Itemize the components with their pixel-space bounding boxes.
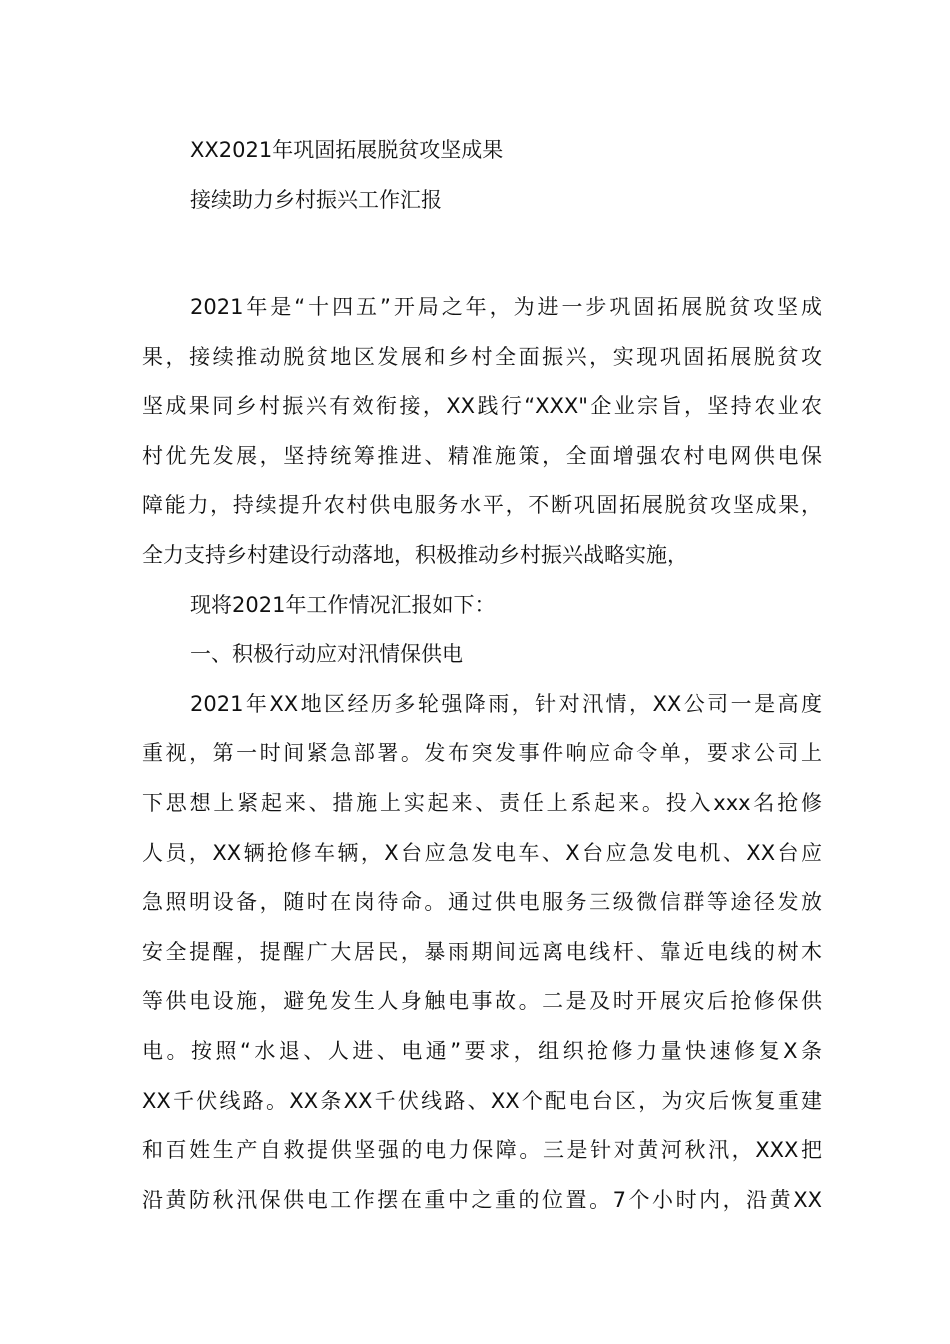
paragraph-line: 安全提醒，提醒广大居民，暴雨期间远离电线杆、靠近电线的树木 <box>142 939 822 964</box>
paragraph-line: 村优先发展，坚持统筹推进、精准施策，全面增强农村电网供电保 <box>142 443 822 468</box>
paragraph-line: 重视，第一时间紧急部署。发布突发事件响应命令单，要求公司上 <box>142 741 822 766</box>
paragraph-line: 人员，XX辆抢修车辆，X台应急发电车、X台应急发电机、XX台应 <box>142 840 822 865</box>
paragraph-line: 和百姓生产自救提供坚强的电力保障。三是针对黄河秋汛，XXX把 <box>142 1138 822 1163</box>
document-title-line-1: XX2021年巩固拓展脱贫攻坚成果 <box>190 138 504 162</box>
paragraph-line: 全力支持乡村建设行动落地，积极推动乡村振兴战略实施， <box>142 542 688 567</box>
paragraph-line: 2021年XX地区经历多轮强降雨，针对汛情，XX公司一是高度 <box>190 691 822 716</box>
paragraph-line: 2021年是“十四五”开局之年，为进一步巩固拓展脱贫攻坚成 <box>190 295 822 319</box>
paragraph-line: 坚成果同乡村振兴有效衔接，XX践行“XXX"企业宗旨，坚持农业农 <box>142 394 822 419</box>
paragraph-line: 现将2021年工作情况汇报如下： <box>190 592 496 617</box>
paragraph-line: 障能力，持续提升农村供电服务水平，不断巩固拓展脱贫攻坚成果， <box>142 493 822 518</box>
paragraph-line: 沿黄防秋汛保供电工作摆在重中之重的位置。7个小时内，沿黄XX <box>142 1187 822 1212</box>
paragraph-line: 电。按照“水退、人进、电通”要求，组织抢修力量快速修复X条 <box>142 1038 822 1063</box>
document-body <box>142 283 822 1225</box>
paragraph-line: XX千伏线路。XX条XX千伏线路、XX个配电台区，为灾后恢复重建 <box>142 1088 822 1113</box>
paragraph-line: 下思想上紧起来、措施上实起来、责任上系起来。投入xxx名抢修 <box>142 790 822 815</box>
document-title-line-2: 接续助力乡村振兴工作汇报 <box>190 188 442 212</box>
paragraph-line: 等供电设施，避免发生人身触电事故。二是及时开展灾后抢修保供 <box>142 989 822 1014</box>
paragraph-line: 果，接续推动脱贫地区发展和乡村全面振兴，实现巩固拓展脱贫攻 <box>142 344 822 369</box>
section-heading: 一、积极行动应对汛情保供电 <box>190 642 463 667</box>
paragraph-line: 急照明设备，随时在岗待命。通过供电服务三级微信群等途径发放 <box>142 890 822 915</box>
